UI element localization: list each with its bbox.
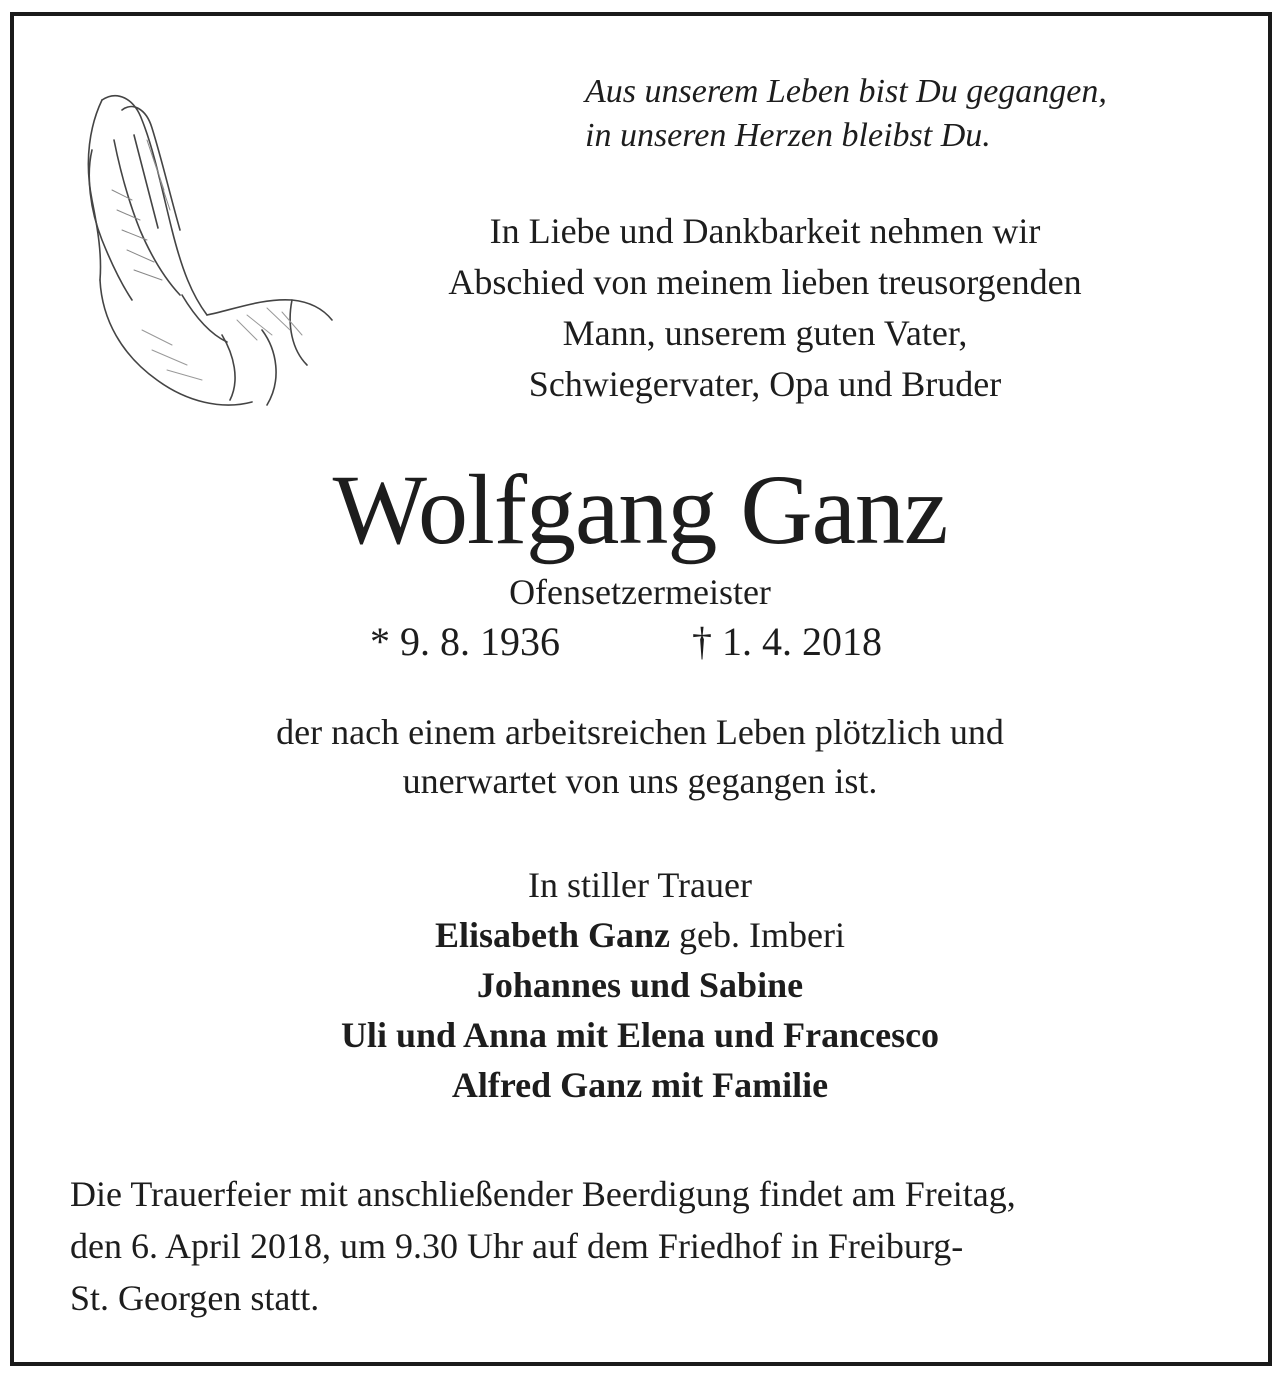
- intro-line: Abschied von meinem lieben treusorgenden: [448, 262, 1082, 302]
- funeral-info: [70, 1168, 1215, 1324]
- birth-date: * 9. 8. 1936: [370, 619, 560, 664]
- funeral-line: den 6. April 2018, um 9.30 Uhr auf dem Friedhof in Freiburg-: [70, 1226, 964, 1266]
- motto: [585, 70, 1107, 158]
- passing-text: [0, 708, 1280, 806]
- passing-line: der nach einem arbeitsreichen Leben plötzlich und: [276, 712, 1004, 752]
- intro-text: [340, 206, 1190, 410]
- death-date: † 1. 4. 2018: [692, 619, 882, 664]
- spouse-suffix: geb. Imberi: [670, 915, 845, 955]
- funeral-line: Die Trauerfeier mit anschließender Beerdigung findet am Freitag,: [70, 1174, 1016, 1214]
- intro-line: Mann, unserem guten Vater,: [562, 313, 968, 353]
- mourner-line: Alfred Ganz mit Familie: [451, 1065, 829, 1105]
- mourner-line: Johannes und Sabine: [476, 965, 804, 1005]
- mourner-spouse: [0, 910, 1280, 960]
- motto-line: Aus unserem Leben bist Du gegangen,: [585, 73, 1107, 110]
- deceased-name: Wolfgang Ganz: [332, 454, 948, 565]
- mourners-heading: In stiller Trauer: [528, 865, 752, 905]
- praying-hands-icon: [62, 80, 342, 420]
- mourners-block: [0, 860, 1280, 1110]
- funeral-line: St. Georgen statt.: [70, 1278, 320, 1318]
- intro-line: In Liebe und Dankbarkeit nehmen wir: [489, 211, 1041, 251]
- mourner-line: Uli und Anna mit Elena und Francesco: [340, 1015, 940, 1055]
- deceased-profession: Ofensetzermeister: [509, 572, 771, 612]
- passing-line: unerwartet von uns gegangen ist.: [402, 761, 878, 801]
- spouse-name: Elisabeth Ganz: [435, 915, 671, 955]
- motto-line: in unseren Herzen bleibst Du.: [585, 117, 991, 154]
- intro-line: Schwiegervater, Opa und Bruder: [528, 364, 1002, 404]
